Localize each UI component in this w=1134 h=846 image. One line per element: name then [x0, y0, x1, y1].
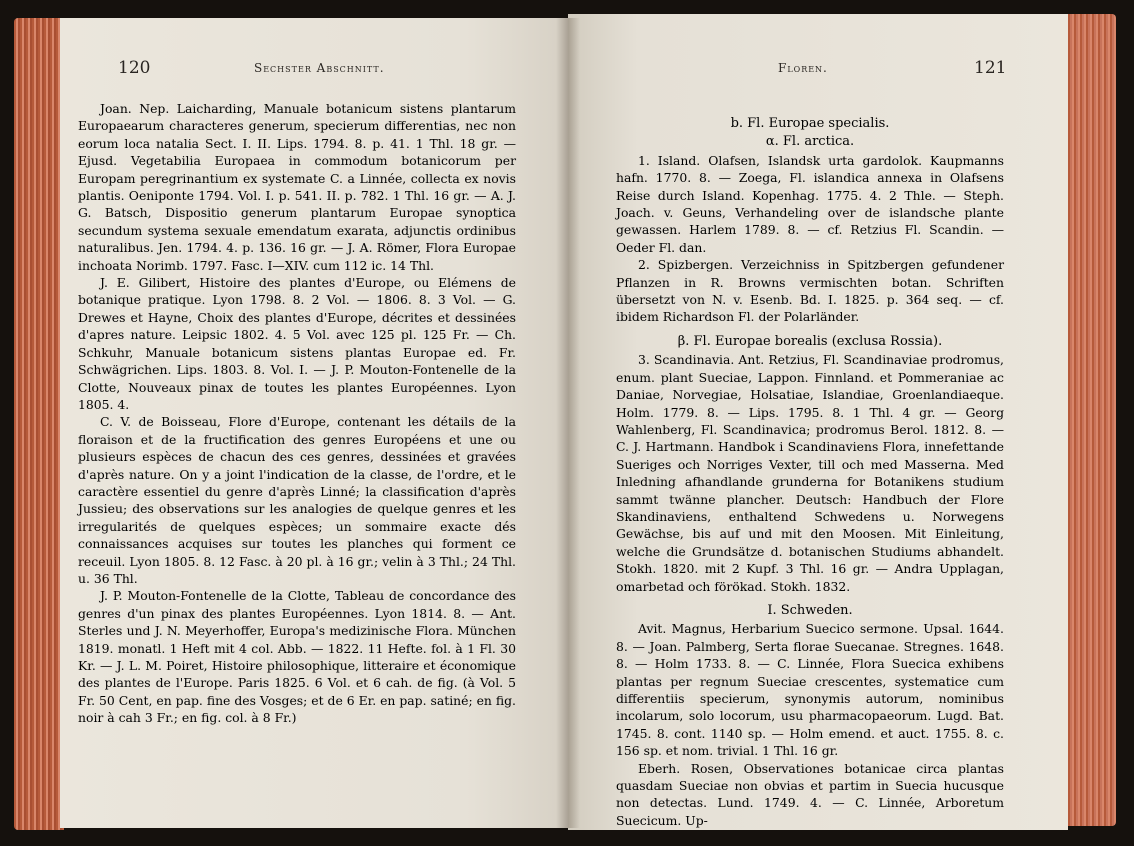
section-heading-borealis: β. Fl. Europae borealis (exclusa Rossia). — [677, 333, 943, 349]
paragraph: J. E. Gilibert, Histoire des plantes d'Europe, ou Elémens de botanique pratique. Lyon 1798. 8. 2 Vol. — 1806. 8. 3 Vol. — G. Drewes et Hayne, Choix des plantes d'Europe, décrites et dessinées d'apres nature. Leipsic 1802. 4. 5 Vol. avec 125 pl. 125 Fr. — Ch. Schkuhr, Manuale botanicum sistens plantas Europae ed. Fr. Schwägrichen. Lips. 1803. 8. Vol. I. — J. P. Mouton-Fontenelle de la Clotte, Nouveaux pinax de toutes les plantes Européennes. Lyon 1805. 4. — [78, 275, 516, 412]
right-page-text — [616, 114, 1004, 829]
paragraph: J. P. Mouton-Fontenelle de la Clotte, Tableau de concordance des genres d'un pinax des plantes Européennes. Lyon 1814. 8. — Ant. Sterles und J. N. Meyerhoffer, Europa's medizinische Flora. München 1819. monatl. 1 Heft mit 4 col. Abb. — 1822. 11 Hefte. fol. à 1 Fl. 30 Kr. — J. L. M. Poiret, Histoire philosophique, litteraire et économique des plantes de l'Europe. Paris 1825. 6 Vol. et 6 cah. de fig. (à Vol. 5 Fr. 50 Cent, en pap. fine des Vosges; et de 6 Er. en pap. satiné; en fig. noir à cah 3 Fr.; en fig. col. à 8 Fr.) — [78, 588, 516, 726]
left-page-text — [78, 100, 516, 727]
paragraph: C. V. de Boisseau, Flore d'Europe, contenant les détails de la floraison et de la fructification des genres Européens et une ou plusieurs espèces de chacun des ces genres, dessinées et gravées d'après nature. On y a joint l'indication de la classe, de l'ordre, et le caractère essentiel du genre d'après Linné; la classification d'après Jussieu; des observations sur les analogies de quelque genres et les irregularités de quelques espèces; un sommaire exacte dés connaissances acquises sur toutes les planches qui forment ce receuil. Lyon 1805. 8. 12 Fasc. à 20 pl. à 16 gr.; velin à 3 Thl.; 24 Thl. u. 36 Thl. — [78, 414, 516, 586]
section-heading-arctica: α. Fl. arctica. — [765, 134, 855, 150]
right-page-number: 121 — [974, 58, 1007, 78]
left-page-number: 120 — [118, 58, 151, 78]
section-heading-specialis: b. Fl. Europae specialis. — [730, 116, 890, 131]
book-edge-right — [1066, 14, 1116, 826]
book-edge-left — [14, 18, 64, 830]
paragraph: 2. Spizbergen. Verzeichniss in Spitzbergen gefundener Pflanzen in R. Browns vermischten botan. Schriften übersetzt von N. v. Esenb. Bd. I. 1825. p. 364 seq. — cf. ibidem Richardson Fl. der Polarländer. — [616, 257, 1004, 325]
paragraph: 1. Island. Olafsen, Islandsk urta gardolok. Kaupmanns hafn. 1770. 8. — Zoega, Fl. islandica annexa in Olafsens Reise durch Island. Kopenhag. 1775. 4. 2 Thle. — Steph. Joach. v. Geuns, Verhandeling over de islandsche plante gewassen. Harlem 1789. 8. — cf. Retzius Fl. Scandin. — Oeder Fl. dan. — [616, 152, 1004, 255]
paragraph: 3. Scandinavia. Ant. Retzius, Fl. Scandinaviae prodromus, enum. plant Sueciae, Lappon. Finnland. et Pommeraniae ac Daniae, Norvegiae, Holsatiae, Islandiae, Groenlandiaeque. Holm. 1779. 8. — Lips. 1795. 8. 1 Thl. 4 gr. — Georg Wahlenberg, Fl. Scandinavica; prodromus Berol. 1812. 8. — C. J. Hartmann. Handbok i Scandinaviens Flora, innefettande Sueriges och Norriges Vexter, till och med Masserna. Med Inledning afhandlande grunderna for Botanikens studium sammt twänne plancher. Deutsch: Handbuch der Flore Skandinaviens, enthaltend Schwedens u. Norwegens Gewächse, bis auf und mit den Moosen. Mit Einleitung, welche die Grundsätze d. botanischen Studiums abhandelt. Stokh. 1820. mit 2 Kupf. 3 Thl. 16 gr. — Andra Upplagan, omarbetad och förökad. Stokh. 1832. — [616, 352, 1004, 594]
book-gutter — [556, 18, 580, 828]
right-running-title: Floren. — [778, 61, 828, 75]
left-running-title: Sechster Abschnitt. — [254, 61, 385, 75]
paragraph: Eberh. Rosen, Observationes botanicae circa plantas quasdam Sueciae non obvias et partim in Suecia hucusque non detectas. Lund. 1749. 4. — C. Linnée, Arboretum Suecicum. Up- — [616, 760, 1004, 828]
paragraph: Avit. Magnus, Herbarium Suecico sermone. Upsal. 1644. 8. — Joan. Palmberg, Serta florae Suecanae. Stregnes. 1648. 8. — Holm 1733. 8. — C. Linnée, Flora Suecica exhibens plantas per regnum Sueciae crescentes, systematice cum differentiis specierum, synonymis autorum, nominibus incolarum, solo locorum, usu pharmacopaeorum. Lugd. Bat. 1745. 8. cont. 1140 sp. — Holm emend. et auct. 1755. 8. c. 156 sp. et nom. trivial. 1 Thl. 16 gr. — [616, 621, 1004, 759]
paragraph: Joan. Nep. Laicharding, Manuale botanicum sistens plantarum Europaearum characteres generum, specierum differentias, nec non eorum loca natalia Sect. I. II. Lips. 1794. 8. p. 41. 1 Thl. 18 gr. — Ejusd. Vegetabilia Europaea in commodum botanicorum per Europam peregrinantium ex systemate C. a Linnée, collecta ex novis plantis. Oeniponte 1794. Vol. I. p. 541. II. p. 782. 1 Thl. 16 gr. — A. J. G. Batsch, Dispositio generum plantarum Europae synoptica secundum systema sexuale emendatum exarata, adjunctis ordinibus naturalibus. Jen. 1794. 4. p. 136. 16 gr. — J. A. Römer, Flora Europae inchoata Norimb. 1797. Fasc. I—XIV. cum 112 ic. 14 Thl. — [78, 101, 516, 273]
section-heading-schweden: I. Schweden. — [767, 602, 853, 618]
